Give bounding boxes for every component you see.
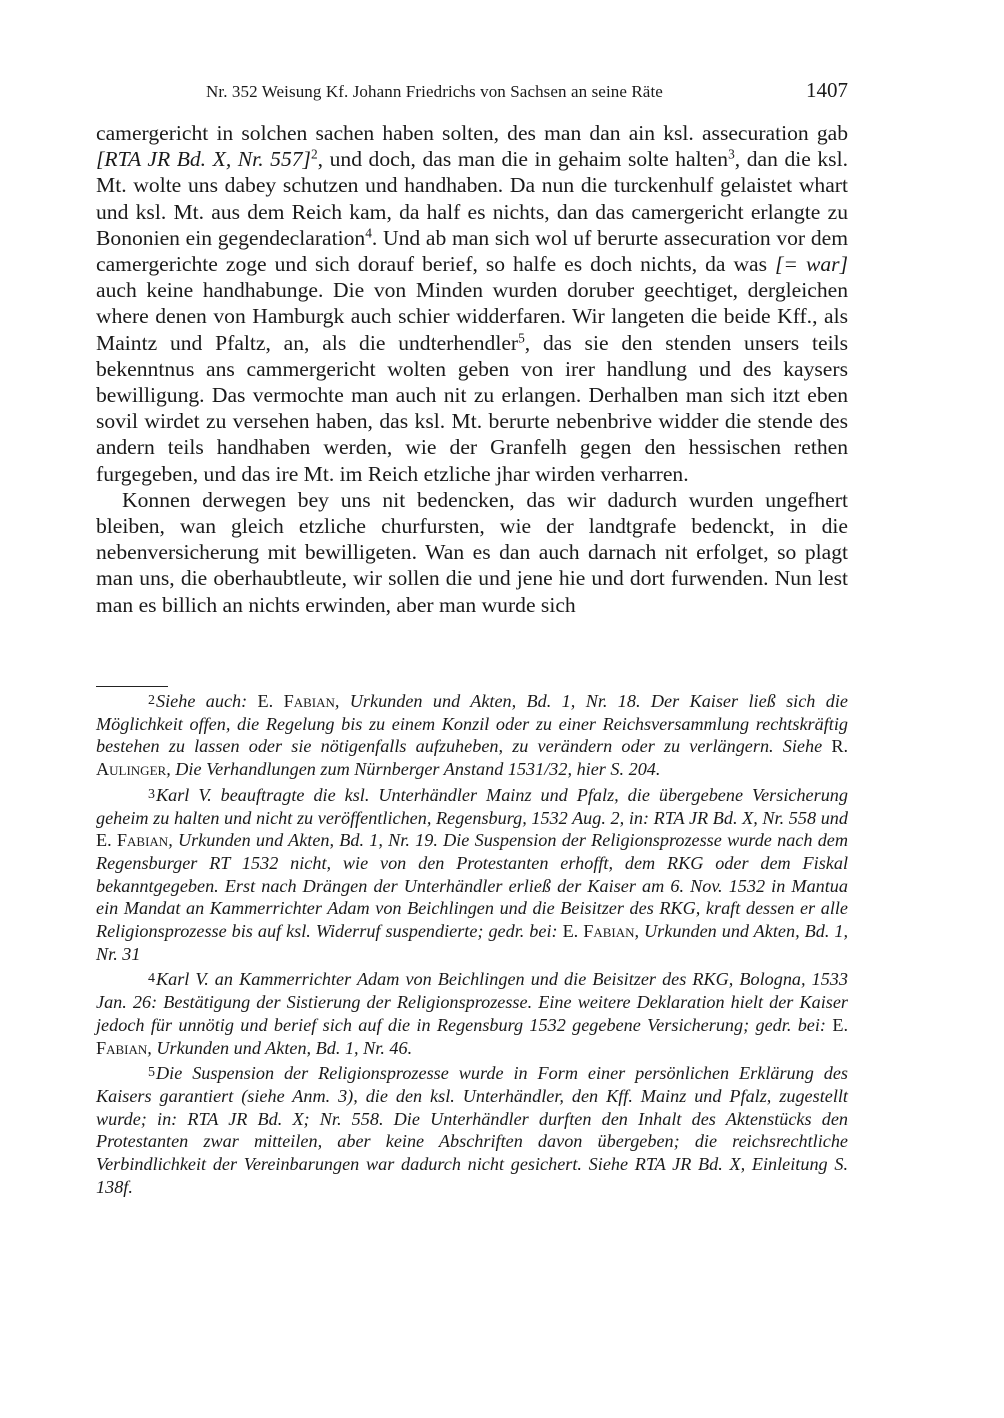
author-initial: E. [257,691,284,711]
editorial-gloss: [= war] [775,252,848,277]
footnote-text: Die Suspension der Religionsprozesse wurde in Form einer persönlichen Erklärung des Kaisers garantiert (siehe Anm. 3), die den ksl. Unterhändler, den Kff. Mainz und Pfalz, zugestellt wurde; in: RTA JR Bd. X; Nr. 558. Die Unterhändler durften den Inhalt des Aktenstücks den Protestanten zwar mitteilen, aber keine Abschriften davon übergeben; die reichsrechtliche Verbindlichkeit der Vereinbarungen war dadurch nicht gesichert. Siehe RTA JR Bd. X, Einleitung S. 138f. [96,1063,848,1197]
text-run: , das sie den stenden unsers teils bekenntnus ans cammergericht wolten geben von irer handlung und des kaysers bewilligung. Das vermochte man auch nit zu erlangen. Derhalben man sich itzt eben sovil wirdet zu versehen haben, das ksl. Mt. berurte nebenbrive widder die stende des andern teils handhaben werden, wie der Granfelh gegen den hessischen rethen furgegeben, und das ire Mt. im Reich etzliche jhar wirden verharren. [96,330,848,486]
running-header [96,78,848,108]
text-run: camergericht in solchen sachen haben solten, des man dan ain ksl. assecuration gab [96,121,848,145]
footnote-number: 3 [148,786,155,802]
main-text [96,120,848,618]
author-name: Fabian [96,1037,148,1058]
author-initial: E. [562,921,584,942]
footnote-number: 2 [148,693,155,708]
footnote-marker-2[interactable]: 2 [310,146,318,162]
footnote-text: Siehe auch: [156,691,258,711]
author-name: Fabian [116,830,169,851]
footnote-4 [96,968,848,1059]
footnote-text: , Urkunden und Akten, Bd. 1, Nr. 31 [96,921,848,964]
footnote-text: , Urkunden und Akten, Bd. 1, Nr. 19. Die Suspension der Religionsprozesse wurde nach dem Regensburger RT 1532 nicht, wie von den Protestanten erhofft, dem RKG oder dem Fiskal bekanntgegeben. Erst nach Drängen der Unterhändler erließ der Kaiser am 6. Nov. 1532 in Mantua ein Mandat an Kammerrichter Adam von Beichlingen und die Beisitzer des RKG, kraft dessen er alle Religionsprozesse bis auf ksl. Widerruf suspendierte; gedr. bei: [96,830,848,942]
editorial-reference: [RTA JR Bd. X, Nr. 557] [96,147,311,172]
footnote-rule [96,686,168,687]
author-initial: E. [832,1014,848,1035]
running-title: Nr. 352 Weisung Kf. Johann Friedrichs von Sachsen an seine Räte [206,82,663,101]
author-name: Fabian [583,921,635,942]
footnote-number: 4 [148,971,155,987]
footnote-text: , Die Verhandlungen zum Nürnberger Anstand 1531/32, hier S. 204. [166,759,661,780]
paragraph-2: Konnen derwegen bey uns nit bedencken, das wir dadurch wurden ungefhert bleiben, wan gleich etzliche churfursten, wie der landtgrafe bedenckt, in die nebenversicherung mit bewilligeten. Wan es dan auch darnach nit erfolget, so plagt man uns, die oberhaubtleute, wir sollen die und jene hie und dort furwenden. Nun lest man es billich an nichts erwinden, aber man wurde sich [96,487,848,617]
page-number: 1407 [806,78,848,102]
footnote-text: Karl V. beauftragte die ksl. Unterhändler Mainz und Pfalz, die übergebene Versicherung geheim zu halten und nicht zu veröffentlichen, Regensburg, 1532 Aug. 2, in: RTA JR Bd. X, Nr. 558 und [96,784,848,828]
footnotes [96,690,848,1201]
author-initial: E. [96,830,117,851]
paragraph-1 [96,120,848,487]
footnote-text: , Urkunden und Akten, Bd. 1, Nr. 46. [147,1037,413,1058]
footnote-text: Karl V. an Kammerrichter Adam von Beichlingen und die Beisitzer des RKG, Bologna, 1533 Jan. 26: Bestätigung der Sistierung der Religionsprozesse. Eine weitere Deklaration hielt der Kaiser jedoch für unnötig und berief sich auf die in Regensburg 1532 gegebene Versicherung; gedr. bei: [96,969,848,1035]
footnote-number: 5 [148,1065,155,1081]
footnote-text: , Urkunden und Akten, Bd. 1, Nr. 18. Der Kaiser ließ sich die Möglichkeit offen, die Regelung bis zu einem Konzil oder zu einer Reichsversammlung rechtskräftig bestehen zu lassen oder sie nötigenfalls aufzuheben, zu verändern oder zu verlängern. Siehe [96,691,848,757]
author-initial: R. [831,736,848,757]
text-run: , und doch, das man die in gehaim solte halten [317,147,729,172]
footnote-2 [96,690,848,781]
text-run: auch keine handhabunge. Die von Minden wurden doruber geechtiget, dergleichen where denen von Hamburgk auch schier widderfaren. Wir langeten die beide Kff., als Maintz und Pfaltz, an, als die undterhendler [96,278,848,355]
footnote-3 [96,784,848,966]
text-run: . Und ab man sich wol uf berurte assecuration vor dem camergerichte zoge und sich dorauf berief, so halfe es doch nichts, da was [96,225,848,277]
footnote-marker-3[interactable]: 3 [728,146,735,162]
author-name: Aulinger [96,759,167,780]
footnote-marker-4[interactable]: 4 [365,225,372,241]
text-run: , dan die ksl. Mt. wolte uns dabey schutzen und handhaben. Da nun die turckenhulf gelaistet whart und ksl. Mt. aus dem Reich kam, da half es nichts, dan das camergericht erlangte zu Bononien ein gegendeclaration [96,147,848,250]
footnote-5 [96,1062,848,1198]
author-name: Fabian [283,691,335,711]
footnote-marker-5[interactable]: 5 [518,330,525,346]
